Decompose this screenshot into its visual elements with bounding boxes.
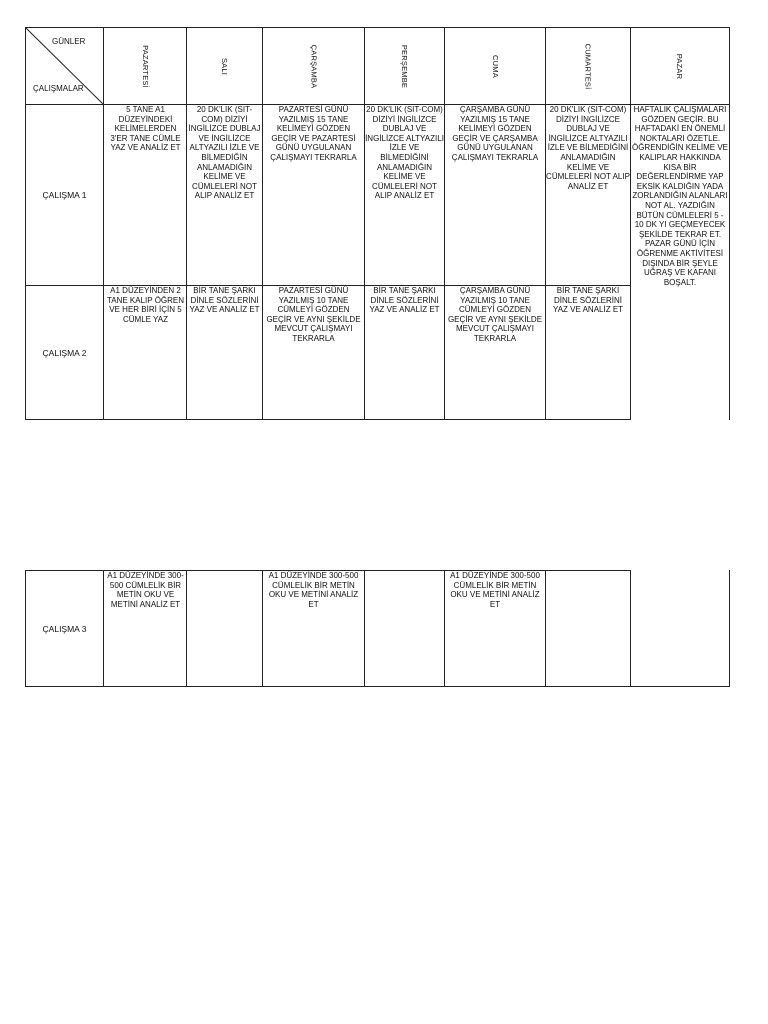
day-header-wednesday: ÇARŞAMBA [308,44,318,88]
corner-label-days: GÜNLER [52,37,86,46]
cell-study3-tuesday [187,571,262,685]
cell-study2-saturday: BİR TANE ŞARKI DİNLE SÖZLERİNİ YAZ VE ANALİZ ET [552,286,624,315]
day-header-tuesday: SALI [220,57,229,75]
cell-study1-monday: 5 TANE A1 DÜZEYİNDEKİ KELİMELERDEN 3'ER TANE CÜMLE YAZ VE ANALİZ ET [110,105,181,153]
row-label-study-1: ÇALIŞMA 1 [42,190,87,200]
cell-study1-thursday: 20 DK'LIK (SIT-COM) DİZİYİ İNGİLİZCE DUBLAJ VE İNGİLİZCE ALTYAZILI İZLE VE BİLMEDİĞİNİ ANLAMADIĞIN KELİME VE CÜMLELERİ NOT ALIP ANALİZ ET [365,105,444,201]
row-label-study-2: ÇALIŞMA 2 [42,347,87,358]
cell-study1-wednesday: PAZARTESİ GÜNÜ YAZILMIŞ 15 TANE KELİMEYİ GÖZDEN GEÇİR VE PAZARTESİ GÜNÜ UYGULANAN ÇALIŞMAYI TEKRARLA [270,105,357,162]
cell-study2-wednesday: PAZARTESİ GÜNÜ YAZILMIŞ 10 TANE CÜMLEYİ GÖZDEN GEÇİR VE AYNI ŞEKİLDE MEVCUT ÇALIŞMAYI TEKRARLA [266,286,361,343]
day-header-saturday: CUMARTESİ [583,43,593,89]
cell-study3-friday: A1 DÜZEYİNDE 300-500 CÜMLELİK BİR METİN OKU VE METİNİ ANALİZ ET [450,571,540,609]
day-header-friday: CUMA [490,54,500,78]
cell-study2-thursday: BİR TANE ŞARKI DİNLE SÖZLERİNİ YAZ VE ANALİZ ET [369,286,440,315]
cell-study2-friday: ÇARŞAMBA GÜNÜ YAZILMIŞ 10 TANE CÜMLEYİ GÖZDEN GEÇİR VE AYNI ŞEKİLDE MEVCUT ÇALIŞMAYI TEKRARLA [447,286,543,343]
cell-study3-saturday [546,571,630,685]
day-header-sunday: PAZAR [675,53,685,79]
cell-sunday-note: HAFTALIK ÇALIŞMALARI GÖZDEN GEÇİR. BU HAFTADAKİ EN ÖNEMLİ NOKTALARI ÖZETLE. ÖĞRENDİĞİN KELİME VE KALIPLAR HAKKINDA KISA BİR DEĞERLENDİRME YAP EKSİK KALDIĞIN YADA ZORLANDIĞIN ALANLARI NOT AL. YAZDIĞIN BÜTÜN CÜMLELERİ 5 - 10 DK YI GEÇMEYECEK ŞEKİLDE TEKRAR ET. PAZAR GÜNÜ İÇİN ÖĞRENME AKTİVİTESİ DIŞINDA BİR ŞEYLE UĞRAŞ VE KAFANI BOŞALT. [631,105,729,287]
cell-study1-saturday: 20 DK'LIK (SIT-COM) DİZİYİ İNGİLİZCE DUBLAJ VE İNGİLİZCE ALTYAZILI İZLE VE BİLMEDİĞİNİ ANLAMADIĞIN KELİME VE CÜMLELERİ NOT ALIP ANALİZ ET [546,105,630,191]
cell-study1-tuesday: 20 DK'LIK (SIT-COM) DİZİYİ İNGİLİZCE DUBLAJ VE İNGİLİZCE ALTYAZILI İZLE VE BİLMEDİĞİN ANLAMADIĞIN KELİME VE CÜMLELERİ NOT ALIP ANALİZ ET [188,105,261,201]
cell-study3-monday: A1 DÜZEYİNDE 300-500 CÜMLELİK BİR METİN OKU VE METİNİ ANALİZ ET [107,571,184,609]
corner-label-studies: ÇALIŞMALAR [33,84,84,93]
cell-study3-thursday [365,571,444,685]
cell-study2-tuesday: BİR TANE ŞARKI DİNLE SÖZLERİNİ YAZ VE ANALİZ ET [189,286,260,315]
row-label-study-3: ÇALIŞMA 3 [42,623,87,634]
day-header-monday: PAZARTESİ [140,44,150,88]
cell-study2-monday: A1 DÜZEYİNDEN 2 TANE KALIP ÖĞREN VE HER BİRİ İÇİN 5 CÜMLE YAZ [106,286,185,324]
cell-study1-friday: ÇARŞAMBA GÜNÜ YAZILMIŞ 15 TANE KELİMEYİ GÖZDEN GEÇİR VE ÇARŞAMBA GÜNÜ UYGULANAN ÇALIŞMAYI TEKRARLA [451,105,539,162]
day-header-thursday: PERŞEMBE [400,44,409,88]
cell-study3-wednesday: A1 DÜZEYİNDE 300-500 CÜMLELİK BİR METİN OKU VE METİNİ ANALİZ ET [268,571,359,609]
